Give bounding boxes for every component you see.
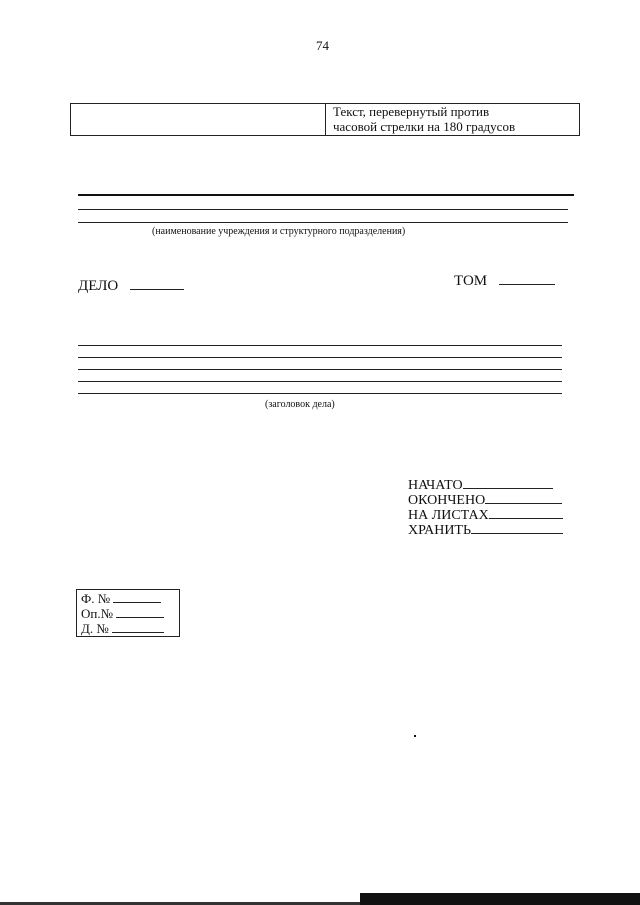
scan-speck	[414, 735, 416, 737]
keep-row	[408, 522, 563, 539]
started-label: НАЧАТО	[408, 478, 463, 493]
delo-number-row	[81, 621, 164, 636]
title-line-1	[78, 345, 562, 346]
fond-label: Ф. №	[81, 591, 111, 606]
title-caption: (заголовок дела)	[265, 399, 335, 410]
sheets-blank	[489, 507, 563, 519]
tom-number-blank	[499, 273, 555, 285]
opis-label: Оп.№	[81, 606, 113, 621]
title-line-3	[78, 369, 562, 370]
title-line-2	[78, 357, 562, 358]
registry-box	[76, 589, 180, 637]
delo-label	[78, 278, 184, 294]
institution-line-3	[78, 222, 568, 223]
scan-edge-bottom	[360, 893, 640, 905]
title-line-5	[78, 393, 562, 394]
top-box	[70, 103, 580, 136]
finished-blank	[485, 492, 562, 504]
keep-blank	[471, 522, 563, 534]
started-blank	[463, 477, 553, 489]
institution-line-1	[78, 194, 574, 196]
finished-label: ОКОНЧЕНО	[408, 493, 486, 508]
fond-row	[81, 591, 161, 606]
top-box-divider	[325, 104, 326, 135]
title-line-4	[78, 381, 562, 382]
rotated-text-note-line2: часовой стрелки на 180 градусов	[333, 119, 516, 134]
delo-number-box-blank	[112, 621, 164, 633]
fond-blank	[113, 591, 161, 603]
delo-number-label: Д. №	[81, 621, 109, 636]
delo-number-blank	[130, 278, 184, 290]
opis-row	[81, 606, 164, 621]
institution-caption: (наименование учреждения и структурного подразделения)	[152, 226, 406, 237]
page-number: 74	[316, 38, 329, 53]
opis-blank	[116, 606, 164, 618]
tom-label-text: ТОМ	[454, 273, 488, 289]
rotated-text-note-line1: Текст, перевернутый против	[333, 104, 490, 119]
institution-line-2	[78, 209, 568, 210]
tom-label	[454, 273, 555, 289]
keep-label: ХРАНИТЬ	[408, 523, 472, 538]
delo-label-text: ДЕЛО	[78, 278, 119, 294]
sheets-label: НА ЛИСТАХ	[408, 508, 489, 523]
